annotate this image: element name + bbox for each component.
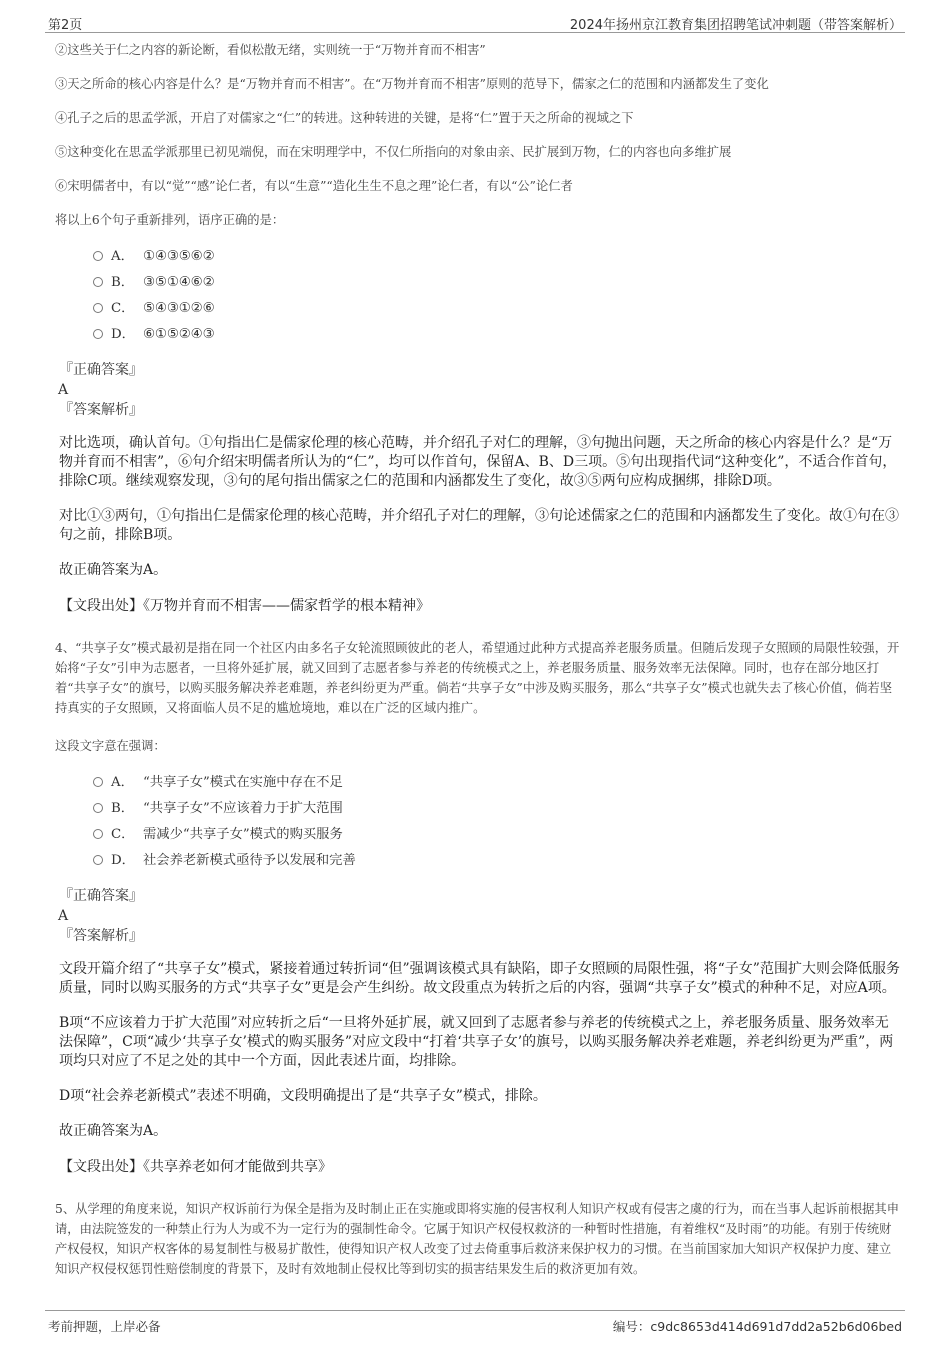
option-letter: C． [111, 827, 135, 842]
option-letter: D． [111, 327, 135, 342]
option-text: ⑤④③①②⑥ [143, 301, 215, 316]
option-letter: B． [111, 275, 135, 290]
answer-value: A [58, 382, 69, 398]
analysis-label: 『答案解析』 [59, 928, 143, 944]
question-prompt: 将以上6个句子重新排列，语序正确的是： [55, 213, 285, 227]
option-text: ③⑤①④⑥② [143, 275, 215, 290]
option-text: ⑥①⑤②④③ [143, 327, 215, 342]
option-letter: B． [111, 801, 135, 816]
analysis-paragraph: 对比选项，确认首句。①句指出仁是儒家伦理的核心范畴，并介绍孔子对仁的理解，③句抛出问题，天之所命的核心内容是什么？是“万物并育而不相害”，⑥句介绍宋明儒者所认为的“仁”，均可以作首句，保留A、B、D三项。⑤句出现指代词“这种变化”，不适合作首句，排除C项。继续观察发现，③句的尾句指出儒家之仁的范围和内涵都发生了变化，故③⑤两句应构成捆绑，排除D项。 [59, 435, 897, 489]
option-d[interactable] [93, 848, 900, 874]
document-title: 2024年扬州京江教育集团招聘笔试冲刺题（带答案解析） [569, 18, 902, 33]
option-b[interactable] [93, 270, 900, 296]
question-text: 4、“共享子女”模式最初是指在同一个社区内由多名子女轮流照顾彼此的老人，希望通过此种方式提高养老服务质量。但随后发现子女照顾的局限性较强，开始将“子女”引申为志愿者，一旦将外延扩展，就又回到了志愿者参与养老的传统模式之上，养老服务质量、服务效率无法保障。同时，也存在部分地区打着“共享子女”的旗号，以购买服务解决养老难题，养老纠纷更为严重。倘若“共享子女”中涉及购买服务，那么“共享子女”模式也就失去了核心价值，倘若坚持真实的子女照顾，又将面临人员不足的尴尬境地，难以在广泛的区域内推广。 [55, 641, 900, 715]
page-content [55, 40, 900, 1297]
analysis-paragraph: 故正确答案为A。 [59, 1123, 168, 1139]
radio-icon[interactable] [93, 803, 103, 813]
radio-icon[interactable] [93, 303, 103, 313]
option-text: “共享子女”不应该着力于扩大范围 [143, 801, 343, 816]
question-text: 5、从学理的角度来说，知识产权诉前行为保全是指为及时制止正在实施或即将实施的侵害权利人知识产权或有侵害之虞的行为，而在当事人起诉前根据其申请，由法院签发的一种禁止行为人为或不为一定行为的强制性命令。它属于知识产权侵权救济的一种暂时性措施，有着维权“及时雨”的功能。有别于传统财产权侵权，知识产权客体的易复制性与极易扩散性，使得知识产权人改变了过去倚重事后救济来保护权力的习惯。在当前国家加大知识产权保护力度、建立知识产权侵权惩罚性赔偿制度的背景下，及时有效地制止侵权比等到切实的损害结果发生后的救济更加有效。 [55, 1202, 900, 1276]
radio-icon[interactable] [93, 277, 103, 287]
sentence-3: ③天之所命的核心内容是什么？是“万物并育而不相害”。在“万物并育而不相害”原则的范导下，儒家之仁的范围和内涵都发生了变化 [55, 77, 769, 91]
sentence-6: ⑥宋明儒者中，有以“觉”“感”论仁者，有以“生意”“造化生生不息之理”论仁者，有以“公”论仁者 [55, 179, 573, 193]
page-number: 第2页 [48, 18, 83, 33]
analysis-paragraph: B项“不应该着力于扩大范围”对应转折之后“一旦将外延扩展，就又回到了志愿者参与养老的传统模式之上，养老服务质量、服务效率无法保障”，C项“减少‘共享子女’模式的购买服务”对应文段中“打着‘共享子女’的旗号，以购买服务解决养老难题，养老纠纷更为严重”，两项均只对应了不足之处的其中一个方面，因此表述片面，均排除。 [59, 1015, 894, 1069]
document-code: 编号：c9dc8653d414d691d7dd2a52b6d06bed [612, 1319, 902, 1334]
option-text: 社会养老新模式亟待予以发展和完善 [143, 853, 356, 868]
question-prompt: 这段文字意在强调： [55, 739, 166, 753]
footer-slogan: 考前押题，上岸必备 [48, 1319, 161, 1334]
option-list [93, 244, 900, 348]
sentence-2: ②这些关于仁之内容的新论断，看似松散无绪，实则统一于“万物并育而不相害” [55, 43, 486, 57]
radio-icon[interactable] [93, 855, 103, 865]
option-letter: C． [111, 301, 135, 316]
option-letter: A． [111, 249, 134, 264]
option-letter: D． [111, 853, 135, 868]
sentence-4: ④孔子之后的思孟学派，开启了对儒家之“仁”的转进。这种转进的关键，是将“仁”置于天之所命的视域之下 [55, 111, 634, 125]
radio-icon[interactable] [93, 829, 103, 839]
option-text: “共享子女”模式在实施中存在不足 [143, 775, 343, 790]
option-b[interactable] [93, 796, 900, 822]
answer-label: 『正确答案』 [59, 888, 143, 904]
question-5 [55, 1199, 900, 1279]
page-header [45, 8, 905, 33]
analysis-label: 『答案解析』 [59, 402, 143, 418]
analysis-paragraph: 文段开篇介绍了“共享子女”模式，紧接着通过转折词“但”强调该模式具有缺陷，即子女照顾的局限性强，将“子女”范围扩大则会降低服务质量，同时以购买服务的方式“共享子女”更是会产生纠纷。故文段重点为转折之后的内容，强调“共享子女”模式的种种不足，对应A项。 [59, 961, 900, 996]
option-a[interactable] [93, 770, 900, 796]
answer-value: A [58, 908, 69, 924]
radio-icon[interactable] [93, 777, 103, 787]
answer-label: 『正确答案』 [59, 362, 143, 378]
question-3 [55, 40, 900, 616]
option-c[interactable] [93, 822, 900, 848]
option-a[interactable] [93, 244, 900, 270]
option-text: 需减少“共享子女”模式的购买服务 [143, 827, 343, 842]
page-footer [45, 1310, 905, 1339]
source-citation: 【文段出处】《万物并育而不相害——儒家哲学的根本精神》 [59, 598, 430, 614]
analysis-paragraph: 对比①③两句，①句指出仁是儒家伦理的核心范畴，并介绍孔子对仁的理解，③句论述儒家之仁的范围和内涵都发生了变化。故①句在③句之前，排除B项。 [59, 508, 899, 543]
option-d[interactable] [93, 322, 900, 348]
source-citation: 【文段出处】《共享养老如何才能做到共享》 [59, 1159, 332, 1175]
option-letter: A． [111, 775, 134, 790]
option-list [93, 770, 900, 874]
analysis-paragraph: 故正确答案为A。 [59, 562, 168, 578]
option-c[interactable] [93, 296, 900, 322]
analysis-paragraph: D项“社会养老新模式”表述不明确，文段明确提出了是“共享子女”模式，排除。 [59, 1088, 547, 1104]
sentence-5: ⑤这种变化在思孟学派那里已初见端倪，而在宋明理学中，不仅仁所指向的对象由亲、民扩展到万物，仁的内容也向多维扩展 [55, 145, 732, 159]
question-4 [55, 638, 900, 1177]
radio-icon[interactable] [93, 251, 103, 261]
radio-icon[interactable] [93, 329, 103, 339]
option-text: ①④③⑤⑥② [143, 249, 215, 264]
